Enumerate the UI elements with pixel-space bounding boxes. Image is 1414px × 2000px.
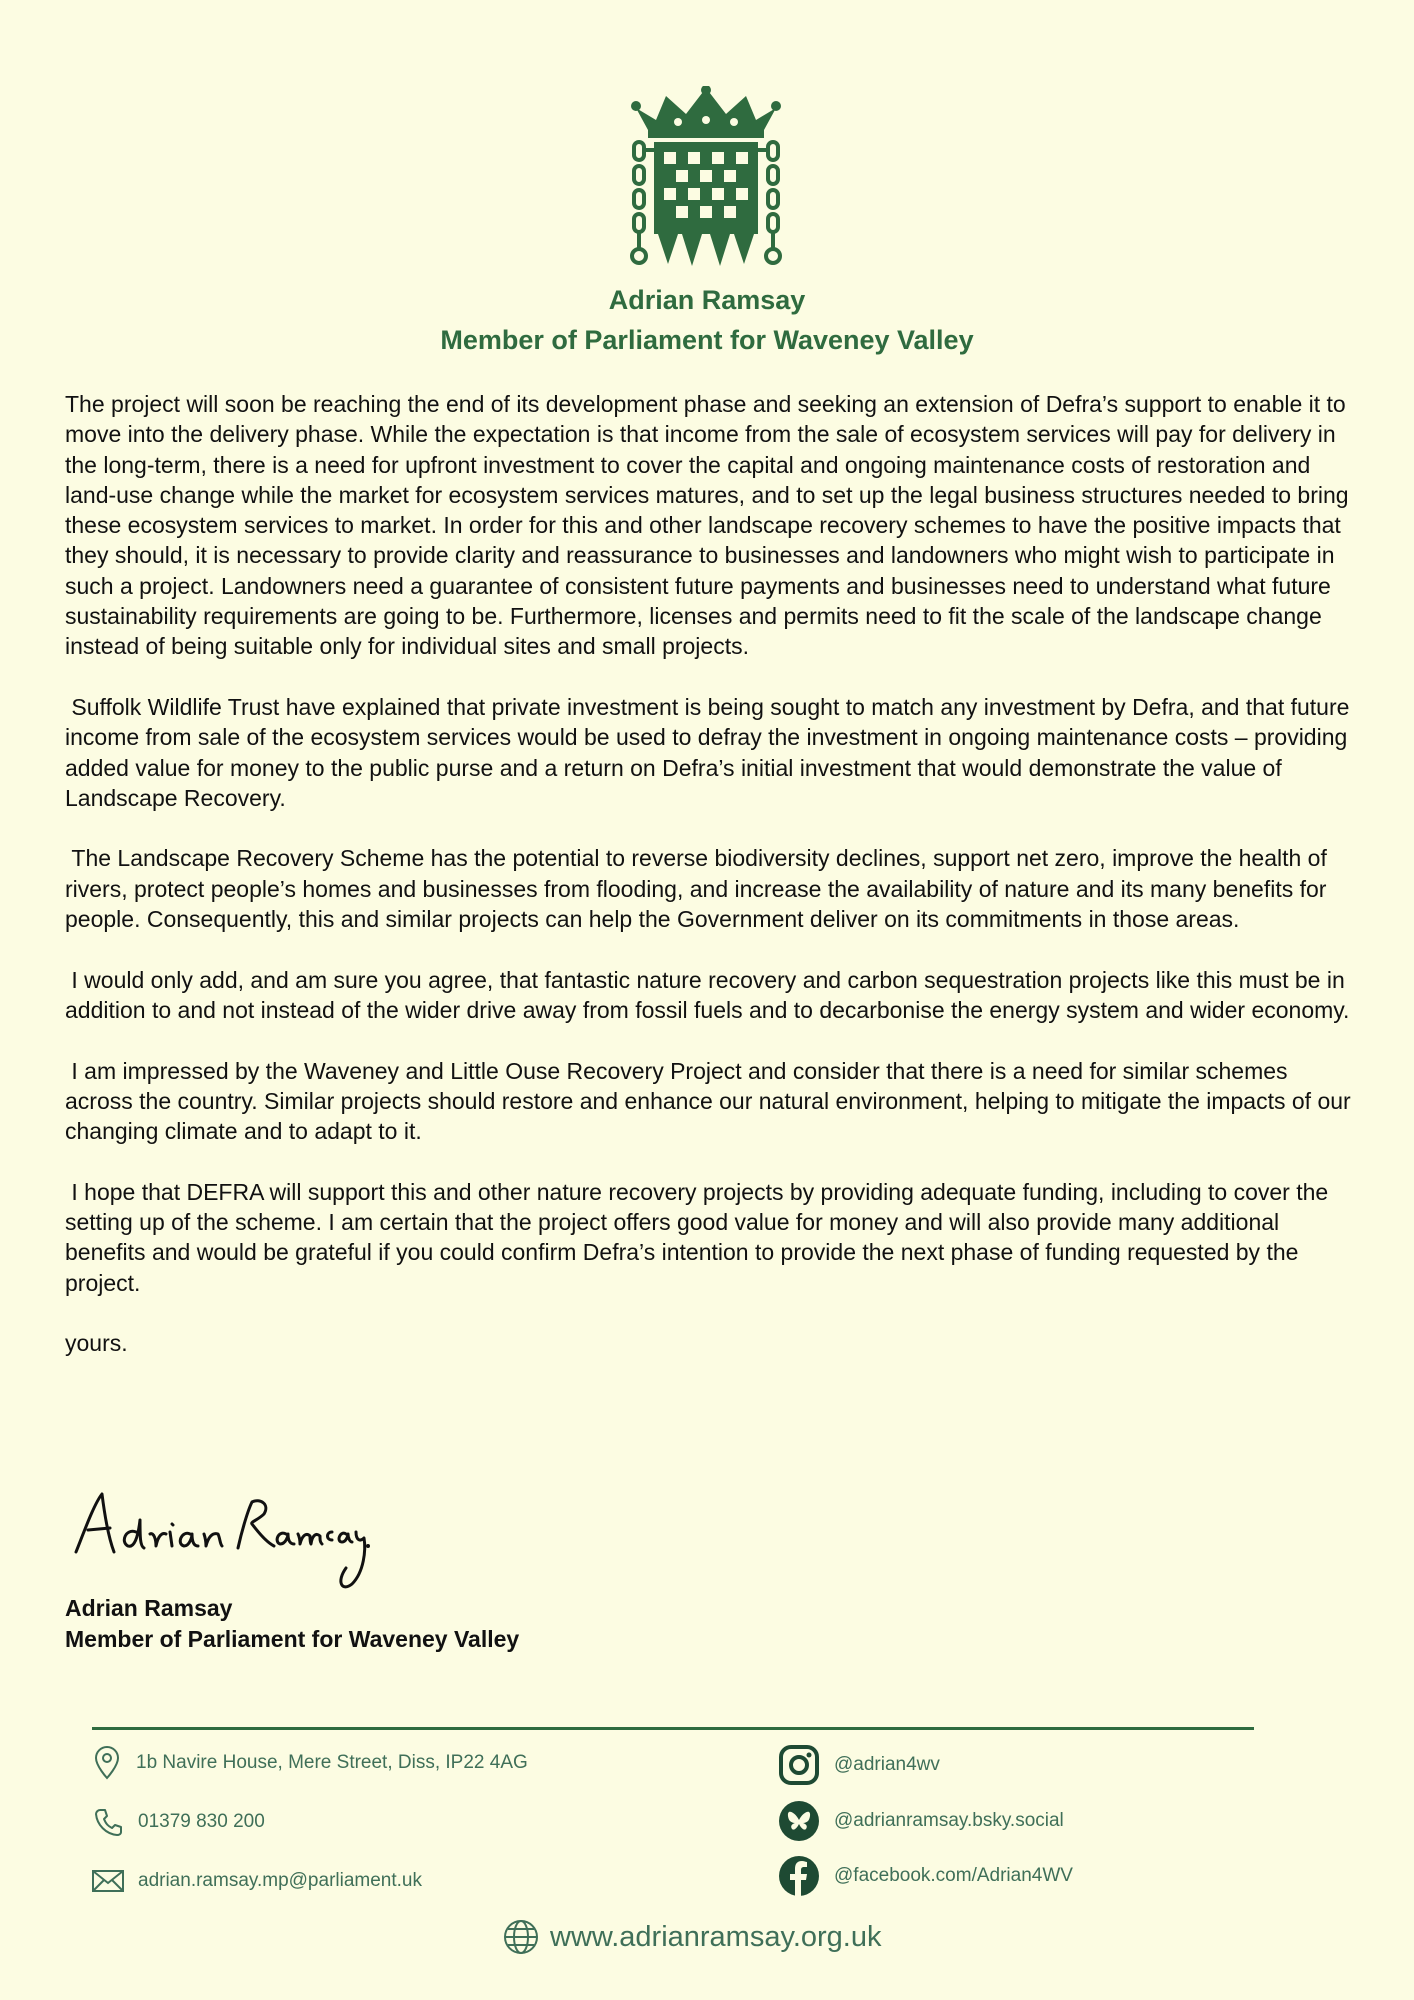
address-text: 1b Navire House, Mere Street, Diss, IP22 4AG: [136, 1752, 528, 1773]
email-address[interactable]: adrian.ramsay.mp@parliament.uk: [138, 1870, 422, 1891]
letter-paragraph: The project will soon be reaching the end of its development phase and seeking an extension of Defra’s support to enable it to move into the delivery phase. While the expectation is that income from the sale of ecosystem services will pay for delivery in the long-term, there is a need for upfront investment to cover the capital and ongoing maintenance costs of restoration and land-use change while the market for ecosystem services matures, and to set up the legal business structures needed to bring these ecosystem services to market. In order for this and other landscape recovery schemes to have the positive impacts that they should, it is necessary to provide clarity and reassurance to businesses and landowners who might wish to participate in such a project. Landowners need a guarantee of consistent future payments and businesses need to understand what future sustainability requirements are going to be. Furthermore, licenses and permits need to fit the scale of the landscape change instead of being suitable only for individual sites and small projects.: [65, 391, 1355, 660]
letter-closing: yours.: [65, 1330, 128, 1357]
facebook-handle[interactable]: @facebook.com/Adrian4WV: [834, 1865, 1073, 1886]
footer-divider: [92, 1727, 1254, 1730]
letter-body: [65, 389, 1358, 1389]
header-mp-name: Adrian Ramsay: [608, 285, 806, 315]
envelope-icon: [92, 1869, 124, 1893]
portcullis-crest-icon: [628, 86, 784, 272]
footer-phone: [94, 1807, 265, 1837]
footer-email: [92, 1869, 422, 1893]
instagram-handle[interactable]: @adrian4wv: [834, 1754, 940, 1775]
letter-paragraph: I hope that DEFRA will support this and other nature recovery projects by providing adequate funding, including to cover the setting up of the scheme. I am certain that the project offers good value for money and will also provide many additional benefits and would be grateful if you could confirm Defra’s intention to provide the next phase of funding requested by the project.: [65, 1178, 1335, 1296]
footer-bluesky: [778, 1800, 1064, 1842]
footer-facebook: [778, 1855, 1073, 1897]
footer-website: [502, 1918, 881, 1956]
header-mp-title: Member of Parliament for Waveney Valley: [440, 325, 974, 355]
map-pin-icon: [92, 1746, 122, 1780]
signoff-name: Adrian Ramsay: [65, 1595, 233, 1621]
website-link[interactable]: www.adrianramsay.org.uk: [550, 1920, 882, 1953]
instagram-icon: [778, 1744, 820, 1786]
footer-instagram: [778, 1744, 940, 1786]
signoff-title: Member of Parliament for Waveney Valley: [65, 1626, 520, 1652]
letter-paragraph: I am impressed by the Waveney and Little Ouse Recovery Project and consider that there is a need for similar schemes across the country. Similar projects should restore and enhance our natural environment, helping to mitigate the impacts of our changing climate and to adapt to it.: [65, 1057, 1358, 1145]
letter-paragraph: Suffolk Wildlife Trust have explained that private investment is being sought to match any investment by Defra, and that future income from sale of the ecosystem services would be used to defray the investment in ongoing maintenance costs – providing added value for money to the public purse and a return on Defra’s initial investment that would demonstrate the value of Landscape Recovery.: [65, 693, 1356, 811]
letter-paragraph: The Landscape Recovery Scheme has the potential to reverse biodiversity declines, support net zero, improve the health of rivers, protect people’s homes and businesses from flooding, and increase the availability of nature and its many benefits for people. Consequently, this and similar projects can help the Government deliver on its commitments in those areas.: [65, 845, 1334, 933]
phone-icon: [94, 1807, 124, 1837]
letter-paragraph: I would only add, and am sure you agree, that fantastic nature recovery and carbon sequestration projects like this must be in addition to and not instead of the wider drive away from fossil fuels and to decarbonise the energy system and wider economy.: [65, 966, 1352, 1023]
facebook-icon: [778, 1855, 820, 1897]
globe-icon: [502, 1918, 540, 1956]
bluesky-butterfly-icon: [778, 1800, 820, 1842]
footer-address: [92, 1746, 528, 1780]
bluesky-handle[interactable]: @adrianramsay.bsky.social: [834, 1810, 1064, 1831]
handwritten-signature: [70, 1480, 370, 1600]
phone-number[interactable]: 01379 830 200: [138, 1811, 265, 1832]
